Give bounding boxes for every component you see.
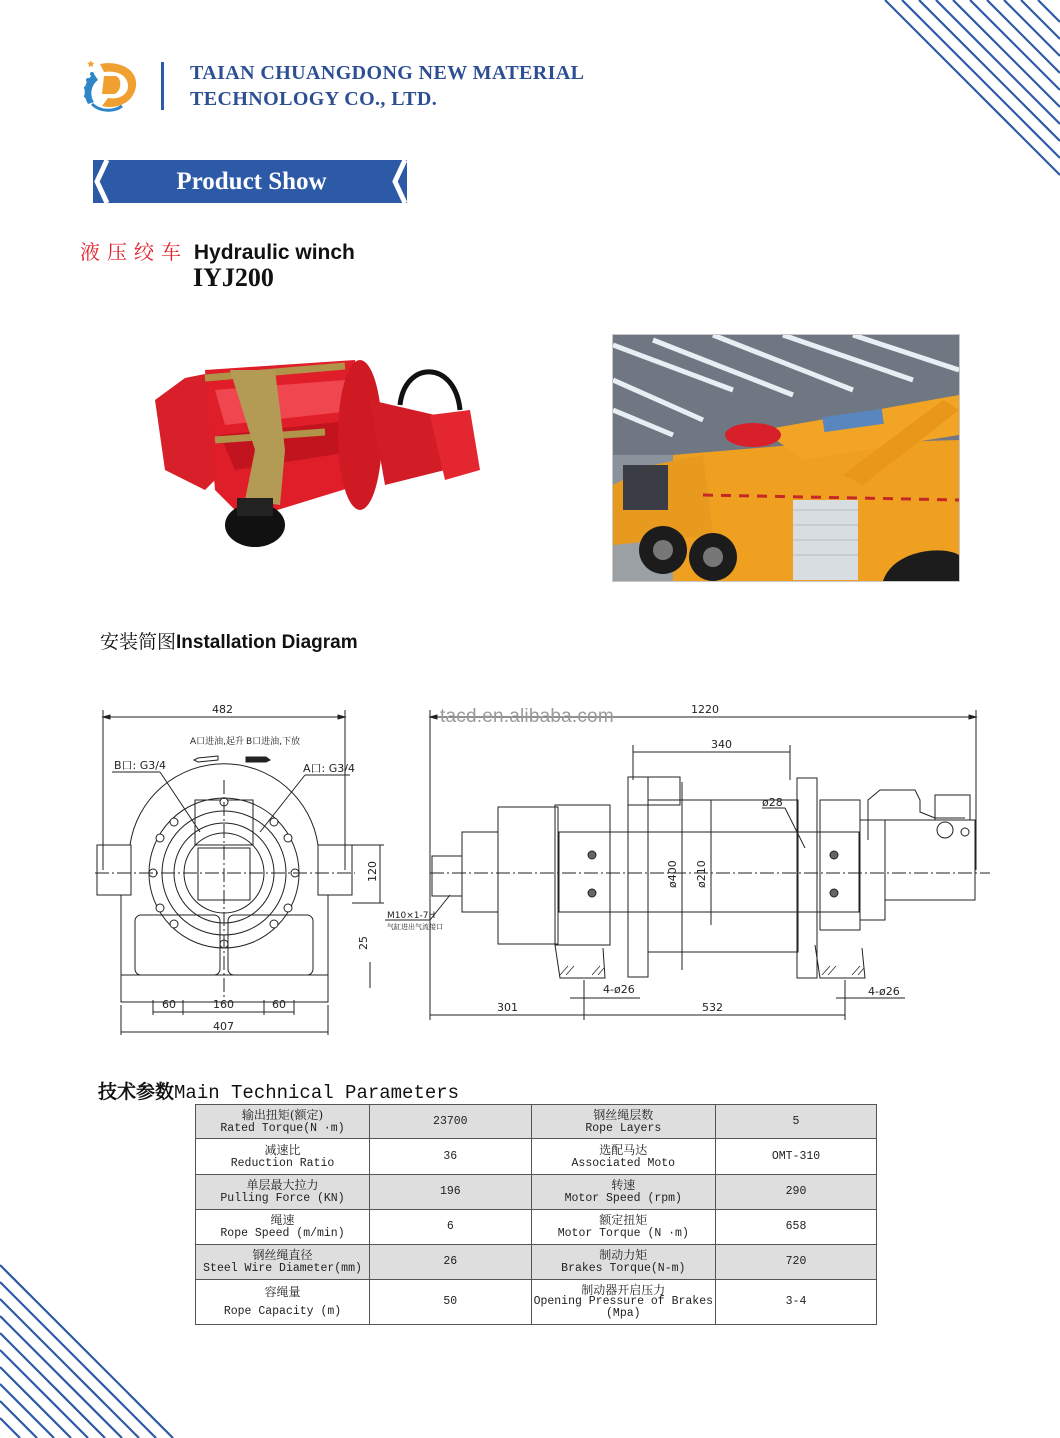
table-row [196, 1210, 877, 1245]
svg-text:340: 340 [711, 738, 732, 751]
installation-diagram-title [100, 627, 358, 654]
parameters-table [195, 1104, 877, 1325]
param-label: 额定扭矩 Motor Torque (N ·m) [531, 1210, 715, 1245]
param-value: 6 [370, 1210, 532, 1245]
header-divider [161, 62, 164, 110]
installation-title-en: Installation Diagram [176, 632, 358, 653]
svg-text:482: 482 [212, 703, 233, 716]
company-name-line2: TECHNOLOGY CO., LTD. [190, 88, 438, 110]
param-label: 绳速 Rope Speed (m/min) [196, 1210, 370, 1245]
param-label: 制动力矩 Brakes Torque(N-m) [531, 1245, 715, 1280]
param-value: 5 [716, 1105, 877, 1139]
svg-text:301: 301 [497, 1001, 518, 1014]
param-value: 50 [370, 1280, 532, 1325]
product-title-cn: 液压绞车 [80, 240, 188, 264]
svg-text:B口: G3/4: B口: G3/4 [114, 759, 166, 772]
winch-photo [145, 340, 485, 560]
param-label: 钢丝绳直径 Steel Wire Diameter(mm) [196, 1245, 370, 1280]
param-label: 制动器开启压力 Opening Pressure of Brakes (Mpa) [531, 1280, 715, 1325]
table-row [196, 1245, 877, 1280]
table-row [196, 1175, 877, 1210]
param-value: 36 [370, 1139, 532, 1175]
tow-truck-illustration [613, 335, 959, 581]
param-value: 290 [716, 1175, 877, 1210]
technical-parameters-title [98, 1077, 459, 1104]
product-show-label: Product Show [176, 168, 327, 195]
svg-text:1220: 1220 [691, 703, 719, 716]
svg-text:60: 60 [162, 998, 176, 1011]
svg-text:气缸进出气流接口: 气缸进出气流接口 [387, 923, 443, 931]
params-title-cn: 技术参数 [98, 1081, 175, 1103]
installation-title-cn: 安装简图 [100, 631, 177, 653]
company-name [190, 60, 584, 112]
param-value: 3-4 [716, 1280, 877, 1325]
decorative-stripes-top-right [880, 0, 1060, 180]
params-title-en: Main Technical Parameters [174, 1082, 460, 1104]
svg-text:120: 120 [366, 861, 379, 882]
svg-text:407: 407 [213, 1020, 234, 1033]
installation-drawing [90, 695, 1000, 1045]
product-model: IYJ200 [193, 263, 274, 292]
svg-text:4-ø26: 4-ø26 [868, 985, 900, 998]
param-label: 转速 Motor Speed (rpm) [531, 1175, 715, 1210]
company-name-line1: TAIAN CHUANGDONG NEW MATERIAL [190, 62, 585, 84]
param-label: 输出扭矩(额定) Rated Torque(N ·m) [196, 1105, 370, 1139]
svg-text:160: 160 [213, 998, 234, 1011]
svg-text:532: 532 [702, 1001, 723, 1014]
table-row [196, 1105, 877, 1139]
param-value: 23700 [370, 1105, 532, 1139]
param-label: 选配马达 Associated Moto [531, 1139, 715, 1175]
param-value: 196 [370, 1175, 532, 1210]
param-label: 单层最大拉力 Pulling Force (KN) [196, 1175, 370, 1210]
svg-text:25: 25 [357, 936, 370, 950]
svg-text:ø400: ø400 [666, 860, 679, 888]
param-value: 720 [716, 1245, 877, 1280]
svg-text:ø28: ø28 [762, 796, 783, 809]
svg-text:B口进油,下放: B口进油,下放 [246, 737, 301, 747]
product-title-en: Hydraulic winch [193, 241, 355, 264]
decorative-stripes-bottom-left [0, 1255, 180, 1438]
param-value: OMT-310 [716, 1139, 877, 1175]
param-label: 减速比 Reduction Ratio [196, 1139, 370, 1175]
svg-text:A口进油,起升: A口进油,起升 [190, 737, 245, 747]
side-view [430, 710, 990, 1020]
truck-photo [612, 334, 960, 582]
svg-text:A口: G3/4: A口: G3/4 [303, 762, 355, 775]
table-row [196, 1280, 877, 1325]
table-row [196, 1139, 877, 1175]
company-logo [80, 58, 142, 114]
svg-text:60: 60 [272, 998, 286, 1011]
svg-text:M10×1-7H: M10×1-7H [387, 911, 436, 921]
svg-text:ø210: ø210 [695, 860, 708, 888]
param-value: 26 [370, 1245, 532, 1280]
param-value: 658 [716, 1210, 877, 1245]
svg-text:4-ø26: 4-ø26 [603, 983, 635, 996]
param-label: 容绳量 Rope Capacity (m) [196, 1280, 370, 1325]
param-label: 钢丝绳层数 Rope Layers [531, 1105, 715, 1139]
watermark-text: tacd.en.alibaba.com [440, 706, 614, 727]
product-title [80, 240, 355, 265]
